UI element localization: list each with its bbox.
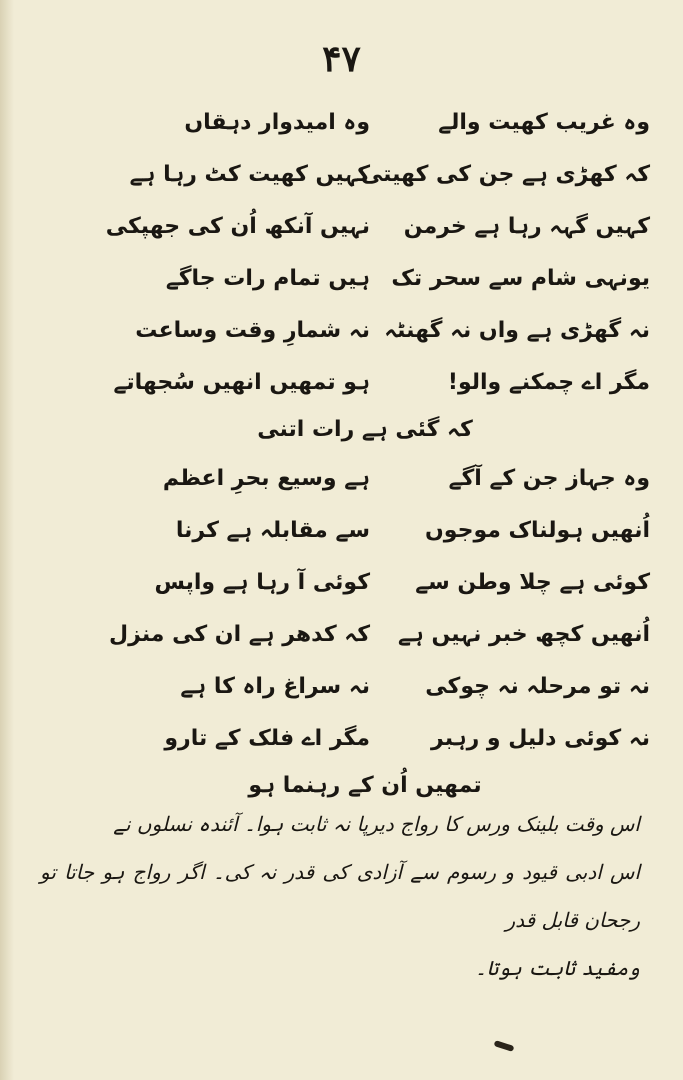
verse-second-half: نہ شمارِ وقت وساعت	[135, 317, 370, 343]
verse-first-half: کہ کھڑی ہے جن کی کھیتی	[360, 161, 650, 187]
verse-line	[120, 556, 650, 608]
verse-second-half: مگر اے فلک کے تارو	[164, 725, 370, 751]
verse-first-half: وہ جہاز جن کے آگے	[448, 465, 650, 491]
verse-first-half: وہ غریب کھیت والے	[438, 109, 650, 135]
verse-second-half: نہیں آنکھ اُن کی جھپکی	[105, 213, 370, 239]
verse-line	[120, 96, 650, 148]
verse-first-half: نہ تو مرحلہ نہ چوکی	[425, 673, 650, 699]
prose-line: اس وقت بلینک ورس کا رواج دیرپا نہ ثابت ہوا۔ آئندہ نسلوں نے	[113, 812, 640, 836]
verse-first-half: نہ کوئی دلیل و رہبر	[431, 725, 650, 751]
verse-first-half: اُنھیں کچھ خبر نہیں ہے	[398, 621, 650, 647]
verse-line	[120, 252, 650, 304]
verse-line	[120, 148, 650, 200]
verse-line	[120, 712, 650, 764]
page-number: ۴۷	[322, 38, 361, 80]
verse-second-half: کہیں کھیت کٹ رہا ہے	[129, 161, 370, 187]
verse-second-half: نہ سراغ راہ کا ہے	[180, 673, 370, 699]
verse-first-half: مگر اے چمکنے والو!	[447, 369, 650, 395]
verse-line	[120, 660, 650, 712]
verse-line	[105, 200, 650, 252]
verse-second-half: ہے وسیع بحرِ اعظم	[162, 465, 370, 491]
verse-first-half: یونہی شام سے سحر تک	[391, 265, 650, 291]
verse-second-half: سے مقابلہ ہے کرنا	[175, 517, 370, 543]
verse-second-half: کوئی آ رہا ہے واپس	[154, 569, 370, 595]
refrain-line: تمھیں اُن کے رہنما ہو	[248, 773, 482, 798]
verse-first-half: کہیں گہہ رہا ہے خرمن	[403, 213, 650, 239]
verse-second-half: ہو تمھیں انھیں سُجھاتے	[113, 369, 370, 395]
verse-line	[113, 356, 650, 408]
verse-second-half: وہ امیدوار دہقاں	[184, 109, 370, 135]
verse-second-half: ہیں تمام رات جاگے	[165, 265, 370, 291]
prose-line: ومفید ثابت ہوتا۔	[474, 956, 640, 980]
verse-second-half: کہ کدھر ہے ان کی منزل	[109, 621, 370, 647]
verse-line	[120, 504, 650, 556]
verse-line	[120, 452, 650, 504]
page-edge-shadow	[0, 0, 14, 1080]
prose-paragraph	[40, 800, 640, 992]
verse-line	[120, 304, 650, 356]
prose-line: اس ادبی قیود و رسوم سے آزادی کی قدر نہ کی۔ اگر رواج ہو جاتا تو رجحان قابل قدر	[40, 860, 640, 932]
verse-first-half: اُنھیں ہولناک موجوں	[425, 517, 650, 543]
verse-line	[109, 608, 650, 660]
ink-smudge	[494, 1040, 515, 1052]
verse-first-half: کوئی ہے چلا وطن سے	[415, 569, 650, 595]
refrain-line: کہ گئی ہے رات اتنی	[257, 417, 473, 442]
poem	[105, 96, 650, 808]
verse-first-half: نہ گھڑی ہے واں نہ گھنٹہ	[384, 317, 650, 343]
